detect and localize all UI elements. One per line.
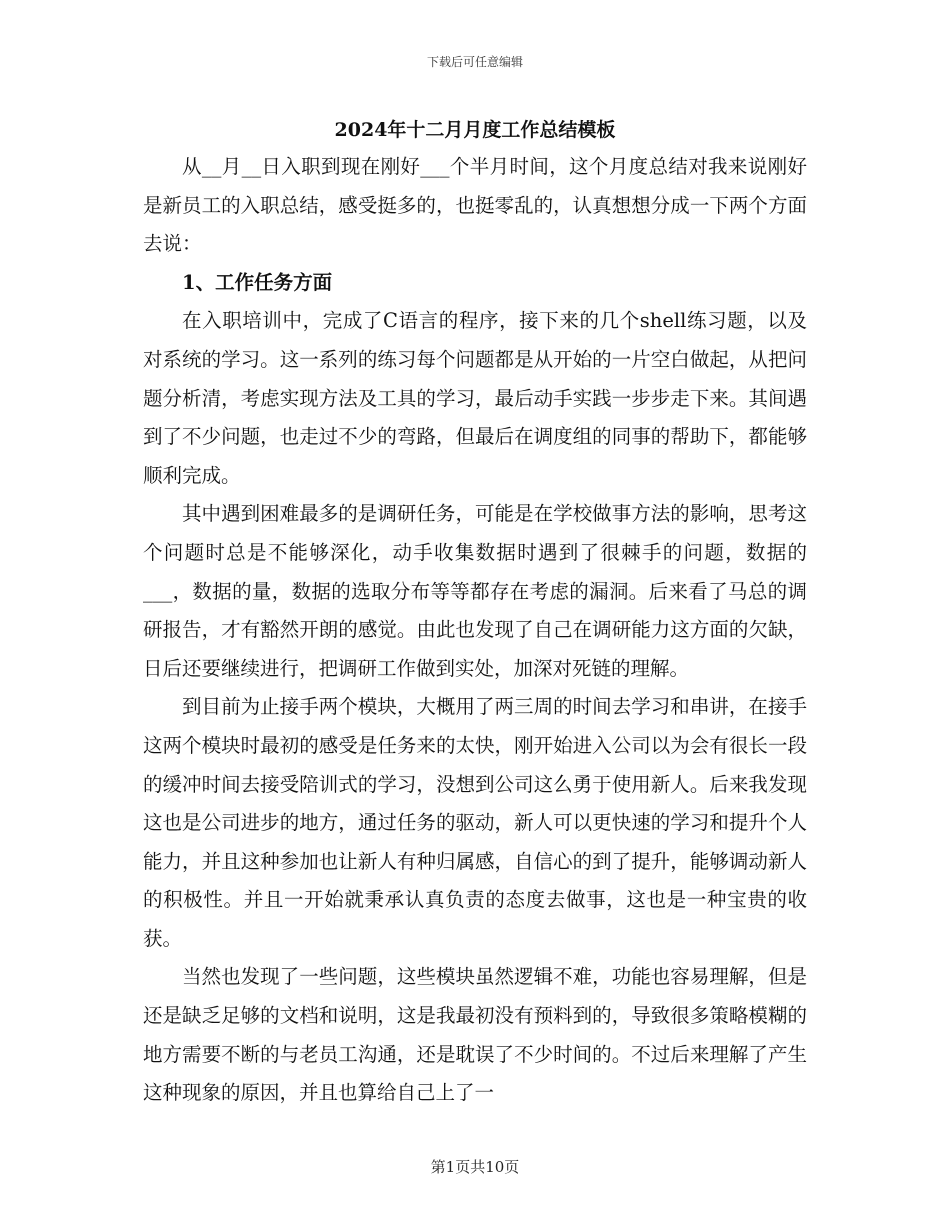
document-body bbox=[143, 148, 807, 1113]
intro-paragraph: 从__月__日入职到现在刚好___个半月时间，这个月度总结对我来说刚好是新员工的入职总结，感受挺多的，也挺零乱的，认真想想分成一下两个方面去说： bbox=[143, 155, 807, 256]
body-paragraph-1: 在入职培训中，完成了C语言的程序，接下来的几个shell练习题，以及对系统的学习。这一系列的练习每个问题都是从开始的一片空白做起，从把问题分析清，考虑实现方法及工具的学习，最后动手实践一步步走下来。其间遇到了不少问题，也走过不少的弯路，但最后在调度组的同事的帮助下，都能够顺利完成。 bbox=[143, 309, 807, 487]
body-paragraph-3: 到目前为止接手两个模块，大概用了两三周的时间去学习和串讲，在接手这两个模块时最初的感受是任务来的太快，刚开始进入公司以为会有很长一段的缓冲时间去接受陪训式的学习，没想到公司这么勇于使用新人。后来我发现这也是公司进步的地方，通过任务的驱动，新人可以更快速的学习和提升个人能力，并且这种参加也让新人有种归属感，自信心的到了提升，能够调动新人的积极性。并且一开始就秉承认真负责的态度去做事，这也是一种宝贵的收获。 bbox=[143, 695, 807, 950]
section-heading: 1、工作任务方面 bbox=[182, 270, 333, 294]
body-paragraph-4: 当然也发现了一些问题，这些模块虽然逻辑不难，功能也容易理解，但是还是缺乏足够的文档和说明，这是我最初没有预料到的，导致很多策略模糊的地方需要不断的与老员工沟通，还是耽误了不少时间的。不过后来理解了产生这种现象的原因，并且也算给自己上了一 bbox=[143, 965, 807, 1105]
document-title: 2024年十二月月度工作总结模板 bbox=[334, 119, 616, 141]
page-footer: 第1页共10页 bbox=[430, 1158, 520, 1176]
header-note: 下载后可任意编辑 bbox=[426, 55, 523, 69]
body-paragraph-2: 其中遇到困难最多的是调研任务，可能是在学校做事方法的影响，思考这个问题时总是不能够深化，动手收集数据时遇到了很棘手的问题，数据的___，数据的量，数据的选取分布等等都存在考虑的漏洞。后来看了马总的调研报告，才有豁然开朗的感觉。由此也发现了自己在调研能力这方面的欠缺，日后还要继续进行，把调研工作做到实处，加深对死链的理解。 bbox=[143, 502, 807, 680]
